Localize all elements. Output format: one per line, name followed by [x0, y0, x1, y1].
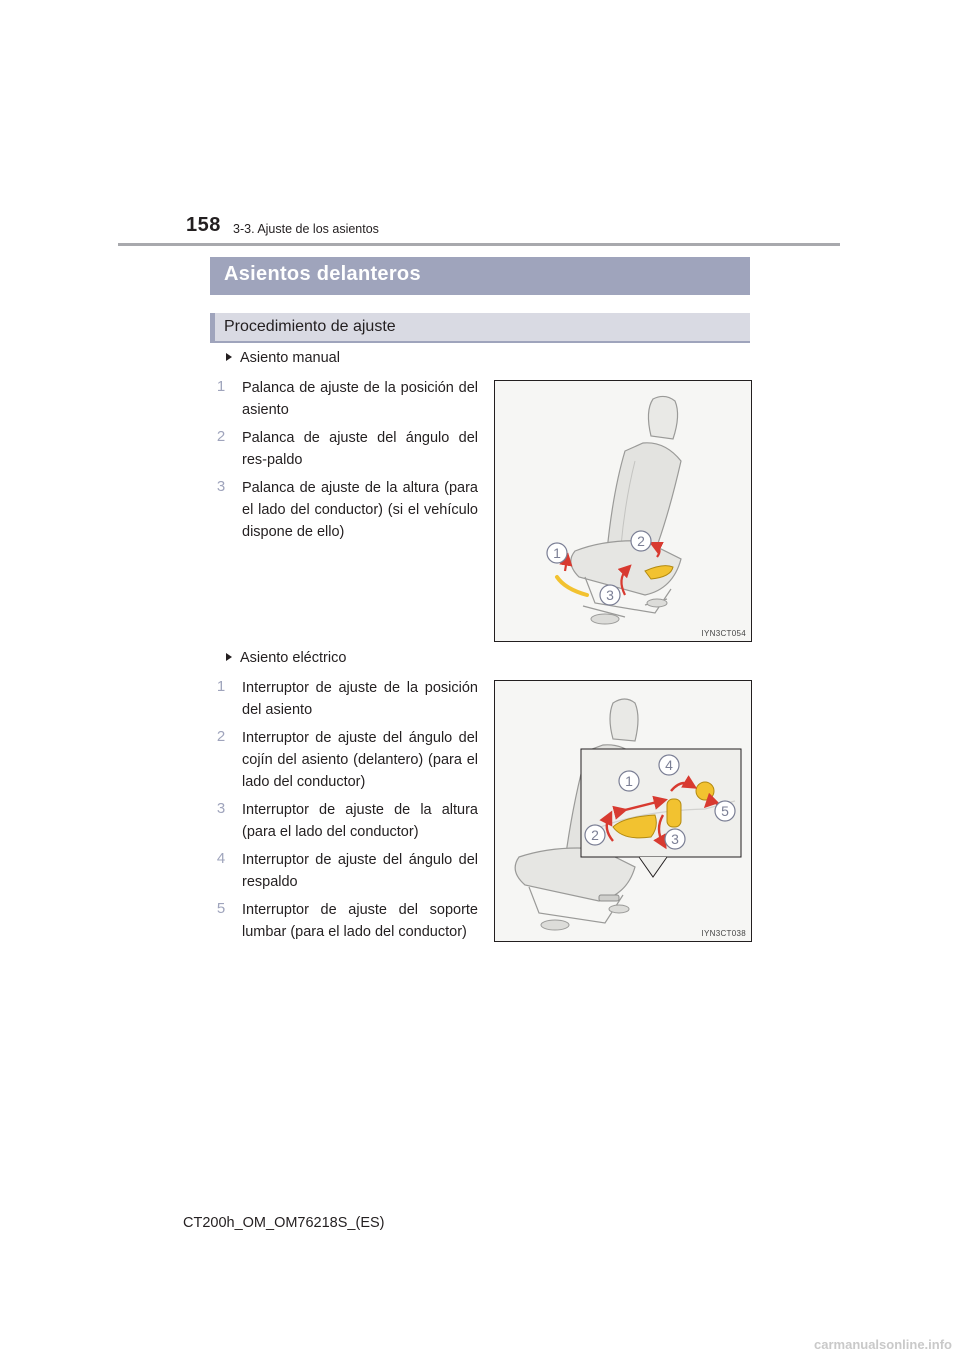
manual-seat-illustration [495, 381, 751, 641]
callout-3 [600, 585, 620, 605]
item-text: Interruptor de ajuste del ángulo del respaldo [242, 852, 478, 890]
item-number: 3 [216, 800, 226, 817]
header-rule [118, 243, 840, 246]
svg-text:4: 4 [665, 757, 673, 773]
manual-seat-heading: Asiento manual [226, 350, 340, 366]
section-reference: 3-3. Ajuste de los asientos [233, 222, 379, 236]
item-number: 1 [216, 678, 226, 695]
watermark: carmanualsonline.info [814, 1337, 952, 1352]
subsection-title: Procedimiento de ajuste [224, 318, 396, 335]
list-item [214, 899, 478, 943]
list-item [214, 477, 478, 543]
svg-text:5: 5 [721, 803, 729, 819]
item-text: Palanca de ajuste de la posición del asiento [242, 380, 478, 418]
item-text: Palanca de ajuste del ángulo del res-paldo [242, 430, 478, 468]
list-item [214, 427, 478, 471]
list-item [214, 377, 478, 421]
callout-2 [631, 531, 651, 551]
power-seat-heading: Asiento eléctrico [226, 650, 346, 666]
svg-text:2: 2 [637, 533, 645, 549]
item-text: Interruptor de ajuste del soporte lumbar (para el lado del conductor) [242, 902, 478, 940]
list-item [214, 727, 478, 793]
item-text: Interruptor de ajuste de la posición del asiento [242, 680, 478, 718]
list-item [214, 677, 478, 721]
item-number: 2 [216, 728, 226, 745]
subsection-accent [210, 313, 215, 343]
callout-1 [547, 543, 567, 563]
item-number: 3 [216, 478, 226, 495]
item-text: Interruptor de ajuste del ángulo del cojín del asiento (delantero) (para el lado del conductor) [242, 730, 478, 790]
section-title-bar [210, 257, 750, 295]
callout-2 [585, 825, 605, 845]
callout-1 [619, 771, 639, 791]
callout-4 [659, 755, 679, 775]
subsection-title-bar [210, 313, 750, 343]
power-seat-illustration [495, 681, 751, 941]
item-number: 2 [216, 428, 226, 445]
power-seat-figure [494, 680, 752, 942]
item-number: 4 [216, 850, 226, 867]
svg-text:3: 3 [606, 587, 614, 603]
item-number: 5 [216, 900, 226, 917]
svg-text:1: 1 [553, 545, 561, 561]
list-item [214, 799, 478, 843]
figure-code: IYN3CT038 [701, 929, 746, 938]
item-text: Palanca de ajuste de la altura (para el lado del conductor) (si el vehículo dispone de ello) [242, 480, 478, 540]
item-text: Interruptor de ajuste de la altura (para el lado del conductor) [242, 802, 478, 840]
footer-document-code: CT200h_OM_OM76218S_(ES) [183, 1215, 385, 1231]
manual-seat-figure [494, 380, 752, 642]
svg-text:1: 1 [625, 773, 633, 789]
svg-text:2: 2 [591, 827, 599, 843]
figure-code: IYN3CT054 [701, 629, 746, 638]
svg-text:3: 3 [671, 831, 679, 847]
list-item [214, 849, 478, 893]
page-number: 158 [186, 214, 221, 236]
item-number: 1 [216, 378, 226, 395]
section-title: Asientos delanteros [224, 263, 421, 285]
callout-3 [665, 829, 685, 849]
bullet-triangle-icon [226, 353, 232, 361]
bullet-triangle-icon [226, 653, 232, 661]
callout-5 [715, 801, 735, 821]
